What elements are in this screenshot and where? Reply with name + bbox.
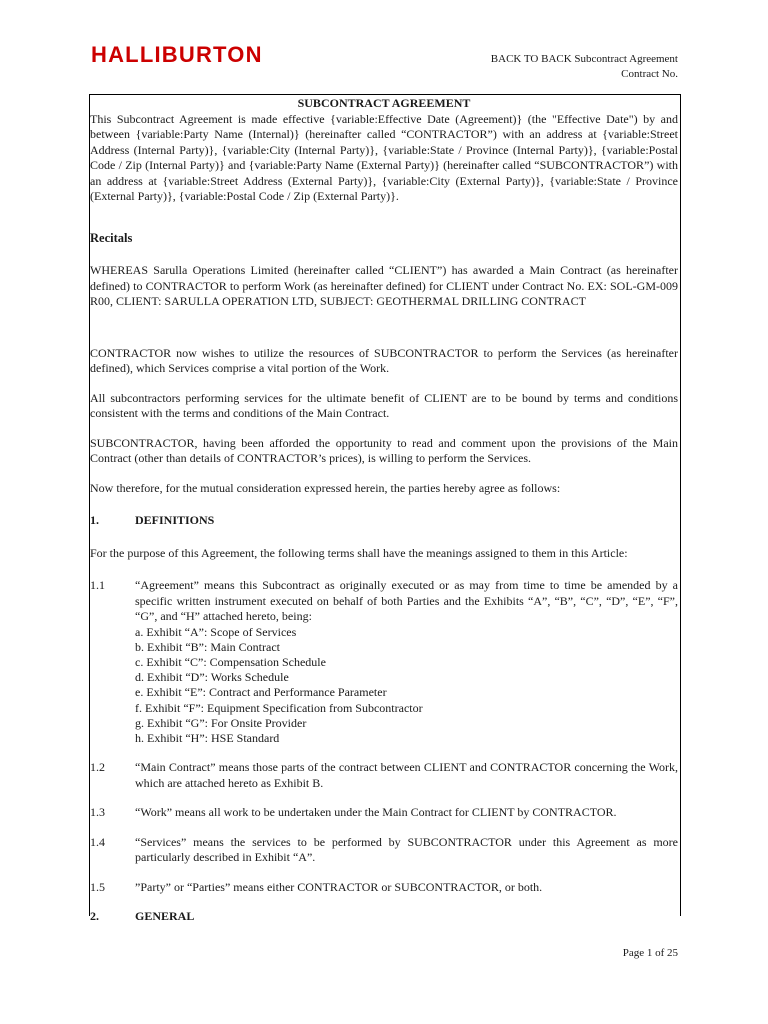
halliburton-logo: HALLIBURTON [91, 42, 263, 67]
exhibit-item: a. Exhibit “A”: Scope of Services [135, 624, 297, 639]
clause-number: 1.2 [90, 760, 105, 775]
recitals-heading: Recitals [90, 230, 133, 245]
clause-text: “Services” means the services to be performed by SUBCONTRACTOR under this Agreement as more particularly described in Exhibit “A”. [135, 834, 678, 865]
exhibit-item: h. Exhibit “H”: HSE Standard [135, 730, 280, 745]
section-number: 2. [90, 909, 99, 924]
clause-1-3 [90, 805, 678, 821]
header-contract-no: Contract No. [621, 68, 678, 80]
clause-text: ”Party” or “Parties” means either CONTRACTOR or SUBCONTRACTOR, or both. [135, 879, 543, 894]
clause-number: 1.3 [90, 805, 105, 820]
page-number: Page 1 of 25 [622, 947, 678, 959]
clause-text: “Main Contract” means those parts of the contract between CLIENT and CONTRACTOR concerning the Work, which are attached hereto as Exhibit B. [135, 760, 678, 790]
header-doc-title: BACK TO BACK Subcontract Agreement [490, 53, 678, 65]
section-heading-definitions [90, 513, 678, 529]
clause-1-5 [90, 880, 678, 896]
recital-paragraph: All subcontractors performing services for the ultimate benefit of CLIENT are to be bound by terms and conditions consistent with the terms and conditions of the Main Contract. [90, 390, 678, 420]
intro-paragraph: This Subcontract Agreement is made effective {variable:Effective Date (Agreement)} (the "Effective Date") by and between {variable:Party Name (Internal)} (hereinafter called “CONTRACTOR”) with an address at {variable:Street Address (Internal Party)}, {variable:City (Internal Party)}, {variable:State / Province (Internal Party)}, {variable:Postal Code / Zip (Internal Party)} and {variable:Party Name (External Party)} (hereinafter called “SUBCONTRACTOR”) with an address at {variable:Street Address (External Party)}, {variable:City (External Party)}, {variable:State / Province (External Party)}, {variable:Postal Code / Zip (External Party)}. [90, 111, 678, 203]
section-heading-general [90, 909, 678, 925]
clause-1-4 [90, 835, 678, 866]
recital-paragraph: WHEREAS Sarulla Operations Limited (hereinafter called “CLIENT”) has awarded a Main Contract (as hereinafter defined) to CONTRACTOR to perform Work (as hereinafter defined) for CLIENT under Contract No. EX: SOL-GM-009 R00, CLIENT: SARULLA OPERATION LTD, SUBJECT: GEOTHERMAL DRILLING CONTRACT [90, 263, 678, 308]
exhibit-item: d. Exhibit “D”: Works Schedule [135, 670, 289, 685]
document-body [90, 96, 678, 925]
clause-number: 1.5 [90, 879, 105, 894]
exhibit-item: e. Exhibit “E”: Contract and Performance Parameter [135, 685, 387, 700]
recital-paragraph: CONTRACTOR now wishes to utilize the resources of SUBCONTRACTOR to perform the Services (as hereinafter defined), which Services comprise a vital portion of the Work. [90, 345, 678, 375]
clause-number: 1.1 [90, 578, 105, 592]
recital-paragraph: SUBCONTRACTOR, having been afforded the opportunity to read and comment upon the provisions of the Main Contract (other than details of CONTRACTOR’s prices), is willing to perform the Services. [90, 435, 678, 465]
exhibit-item: g. Exhibit “G”: For Onsite Provider [135, 715, 307, 730]
section-title: DEFINITIONS [135, 513, 215, 527]
clause-text: “Agreement” means this Subcontract as originally executed or as may from time to time be amended by a specific written instrument executed on behalf of both Parties and the Exhibits “A”, “B”, “C”, “D”, “E”, “F”, “G”, and “H” attached hereto, being: [135, 578, 678, 623]
exhibit-item: c. Exhibit “C”: Compensation Schedule [135, 654, 326, 669]
section-title: GENERAL [135, 909, 195, 924]
recital-paragraph: Now therefore, for the mutual consideration expressed herein, the parties hereby agree as follows: [90, 480, 561, 495]
exhibit-item: b. Exhibit “B”: Main Contract [135, 639, 280, 654]
clause-1-2 [90, 760, 678, 791]
exhibit-list [135, 625, 678, 747]
clause-1-1 [90, 578, 678, 746]
definitions-intro: For the purpose of this Agreement, the following terms shall have the meanings assigned to them in this Article: [90, 545, 628, 560]
clause-text: “Work” means all work to be undertaken under the Main Contract for CLIENT by CONTRACTOR. [135, 805, 617, 820]
exhibit-item: f. Exhibit “F”: Equipment Specification from Subcontractor [135, 700, 423, 715]
document-title: SUBCONTRACT AGREEMENT [297, 96, 471, 110]
clause-number: 1.4 [90, 834, 105, 849]
document-header [491, 52, 678, 82]
section-number: 1. [90, 513, 99, 527]
